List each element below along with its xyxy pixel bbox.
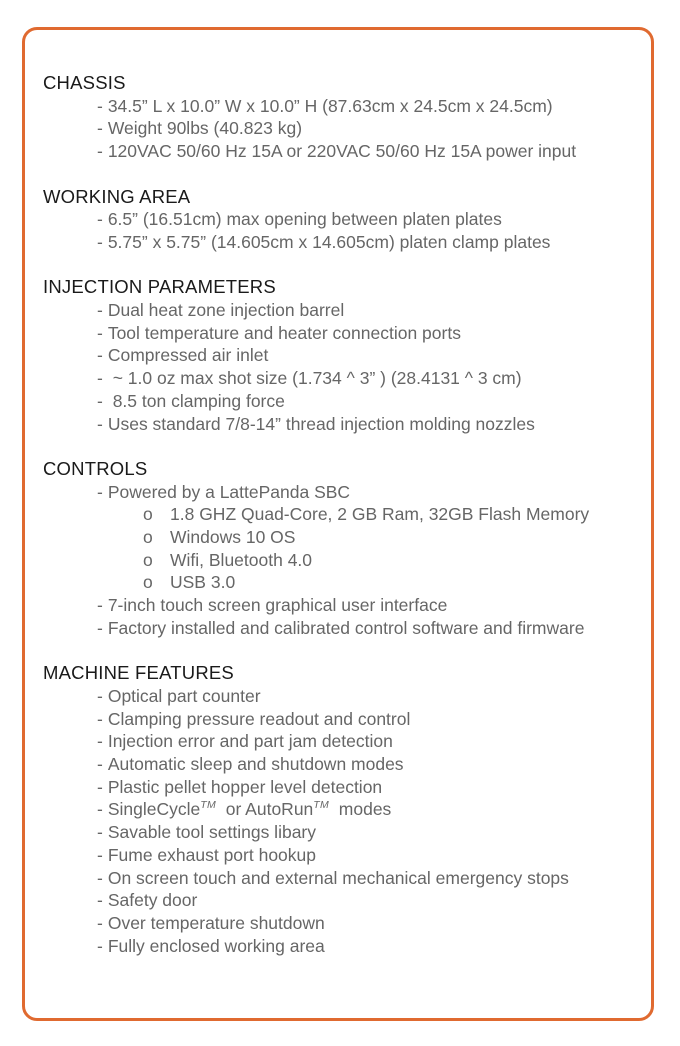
bullet-marker: o [143,504,153,525]
item-text: Powered by a LattePanda SBC [107,481,351,502]
bullet-item [43,322,639,345]
item-text: Plastic pellet hopper level detection [107,776,383,797]
bullet-item [43,140,639,163]
item-text: Compressed air inlet [107,345,269,366]
section-working-area [43,186,639,254]
bullet-marker: - [97,413,103,434]
bullet-marker: o [143,527,153,548]
item-text: Injection error and part jam detection [107,731,393,752]
bullet-marker: - [97,595,103,616]
bullet-item [43,685,639,708]
item-text: 8.5 ton clamping force [107,390,285,411]
section-title: CHASSIS [43,72,126,93]
bullet-item [43,708,639,731]
section-title: WORKING AREA [43,185,191,207]
item-text: 34.5” L x 10.0” W x 10.0” H (87.63cm x 24.5cm x 24.5cm) [107,95,553,116]
bullet-marker: - [97,867,103,888]
bullet-marker: - [97,322,103,343]
item-text: Clamping pressure readout and control [107,708,411,729]
bullet-marker: - [97,844,103,865]
bullet-marker: - [97,345,103,366]
item-text: Dual heat zone injection barrel [107,300,345,320]
item-text: Safety door [107,890,198,911]
section-controls [43,458,639,640]
item-text: Over temperature shutdown [107,912,325,933]
section-injection-parameters [43,276,639,435]
bullet-marker: - [97,300,103,320]
bullet-marker: - [97,822,103,843]
bullet-marker: - [97,708,103,729]
bullet-item [43,776,639,799]
bullet-marker: - [97,390,103,411]
bullet-item [43,231,639,254]
item-text: 120VAC 50/60 Hz 15A or 220VAC 50/60 Hz 15A power input [107,141,577,162]
item-text: ~ 1.0 oz max shot size (1.734 ^ 3” ) (28.4131 ^ 3 cm) [107,368,522,389]
bullet-marker: - [97,209,103,230]
bullet-item [43,594,639,617]
bullet-item [43,844,639,867]
section-machine-features [43,662,639,957]
bullet-item [43,821,639,844]
item-text: 6.5” (16.51cm) max opening between platen plates [107,209,502,230]
bullet-marker: - [97,118,103,139]
bullet-marker: - [97,231,103,252]
item-text: 5.75” x 5.75” (14.605cm x 14.605cm) platen clamp plates [107,231,551,252]
item-text: Automatic sleep and shutdown modes [107,754,404,775]
bullet-marker: - [97,95,103,116]
bullet-marker: - [97,754,103,775]
bullet-marker: - [97,799,103,820]
bullet-marker: - [97,685,103,706]
item-text: Savable tool settings libary [107,822,316,843]
section-title: MACHINE FEATURES [43,662,234,684]
bullet-item [43,889,639,912]
bullet-item [43,367,639,390]
item-text: On screen touch and external mechanical emergency stops [107,867,569,888]
bullet-item [43,617,639,640]
bullet-marker: - [97,912,103,933]
section-title: INJECTION PARAMETERS [43,276,276,298]
bullet-item [43,935,639,958]
bullet-item [43,413,639,436]
item-text: Optical part counter [107,685,261,706]
bullet-item [43,798,639,821]
bullet-marker: o [143,572,153,593]
bullet-marker: - [97,368,103,389]
item-text: Wifi, Bluetooth 4.0 [170,549,313,570]
item-text: 1.8 GHZ Quad-Core, 2 GB Ram, 32GB Flash Memory [170,504,590,525]
bullet-marker: - [97,935,103,956]
bullet-marker: - [97,141,103,162]
bullet-marker: - [97,617,103,638]
bullet-item [43,481,639,504]
trademark-superscript: TM [200,799,216,812]
sub-bullet-item [43,503,639,526]
sub-bullet-item [43,549,639,572]
bullet-item [43,117,639,140]
item-text: Factory installed and calibrated control software and firmware [107,617,585,638]
bullet-marker: - [97,481,103,502]
bullet-item [43,730,639,753]
item-text: Fully enclosed working area [107,935,325,956]
section-chassis [43,72,639,163]
bullet-item [43,344,639,367]
bullet-item [43,208,639,231]
spec-card [22,27,654,1021]
spec-sheet [43,72,639,957]
trademark-superscript: TM [313,799,330,812]
item-text: Uses standard 7/8-14” thread injection molding nozzles [107,413,535,434]
bullet-item [43,753,639,776]
sub-bullet-item [43,571,639,594]
sub-bullet-item [43,526,639,549]
bullet-marker: - [97,731,103,752]
item-text: Fume exhaust port hookup [107,844,317,865]
bullet-item [43,912,639,935]
bullet-marker: o [143,549,153,570]
bullet-item [43,95,639,118]
bullet-marker: - [97,890,103,911]
section-title: CONTROLS [43,457,148,479]
bullet-item [43,299,639,322]
item-text: Weight 90lbs (40.823 kg) [107,118,303,139]
item-text: 7-inch touch screen graphical user interface [107,595,448,616]
item-text: USB 3.0 [170,572,236,593]
bullet-marker: - [97,776,103,797]
item-text: Tool temperature and heater connection ports [107,322,461,343]
bullet-item [43,390,639,413]
item-text: SingleCycle™ or AutoRun™ modes [107,799,392,820]
item-text: Windows 10 OS [170,527,296,548]
bullet-item [43,867,639,890]
